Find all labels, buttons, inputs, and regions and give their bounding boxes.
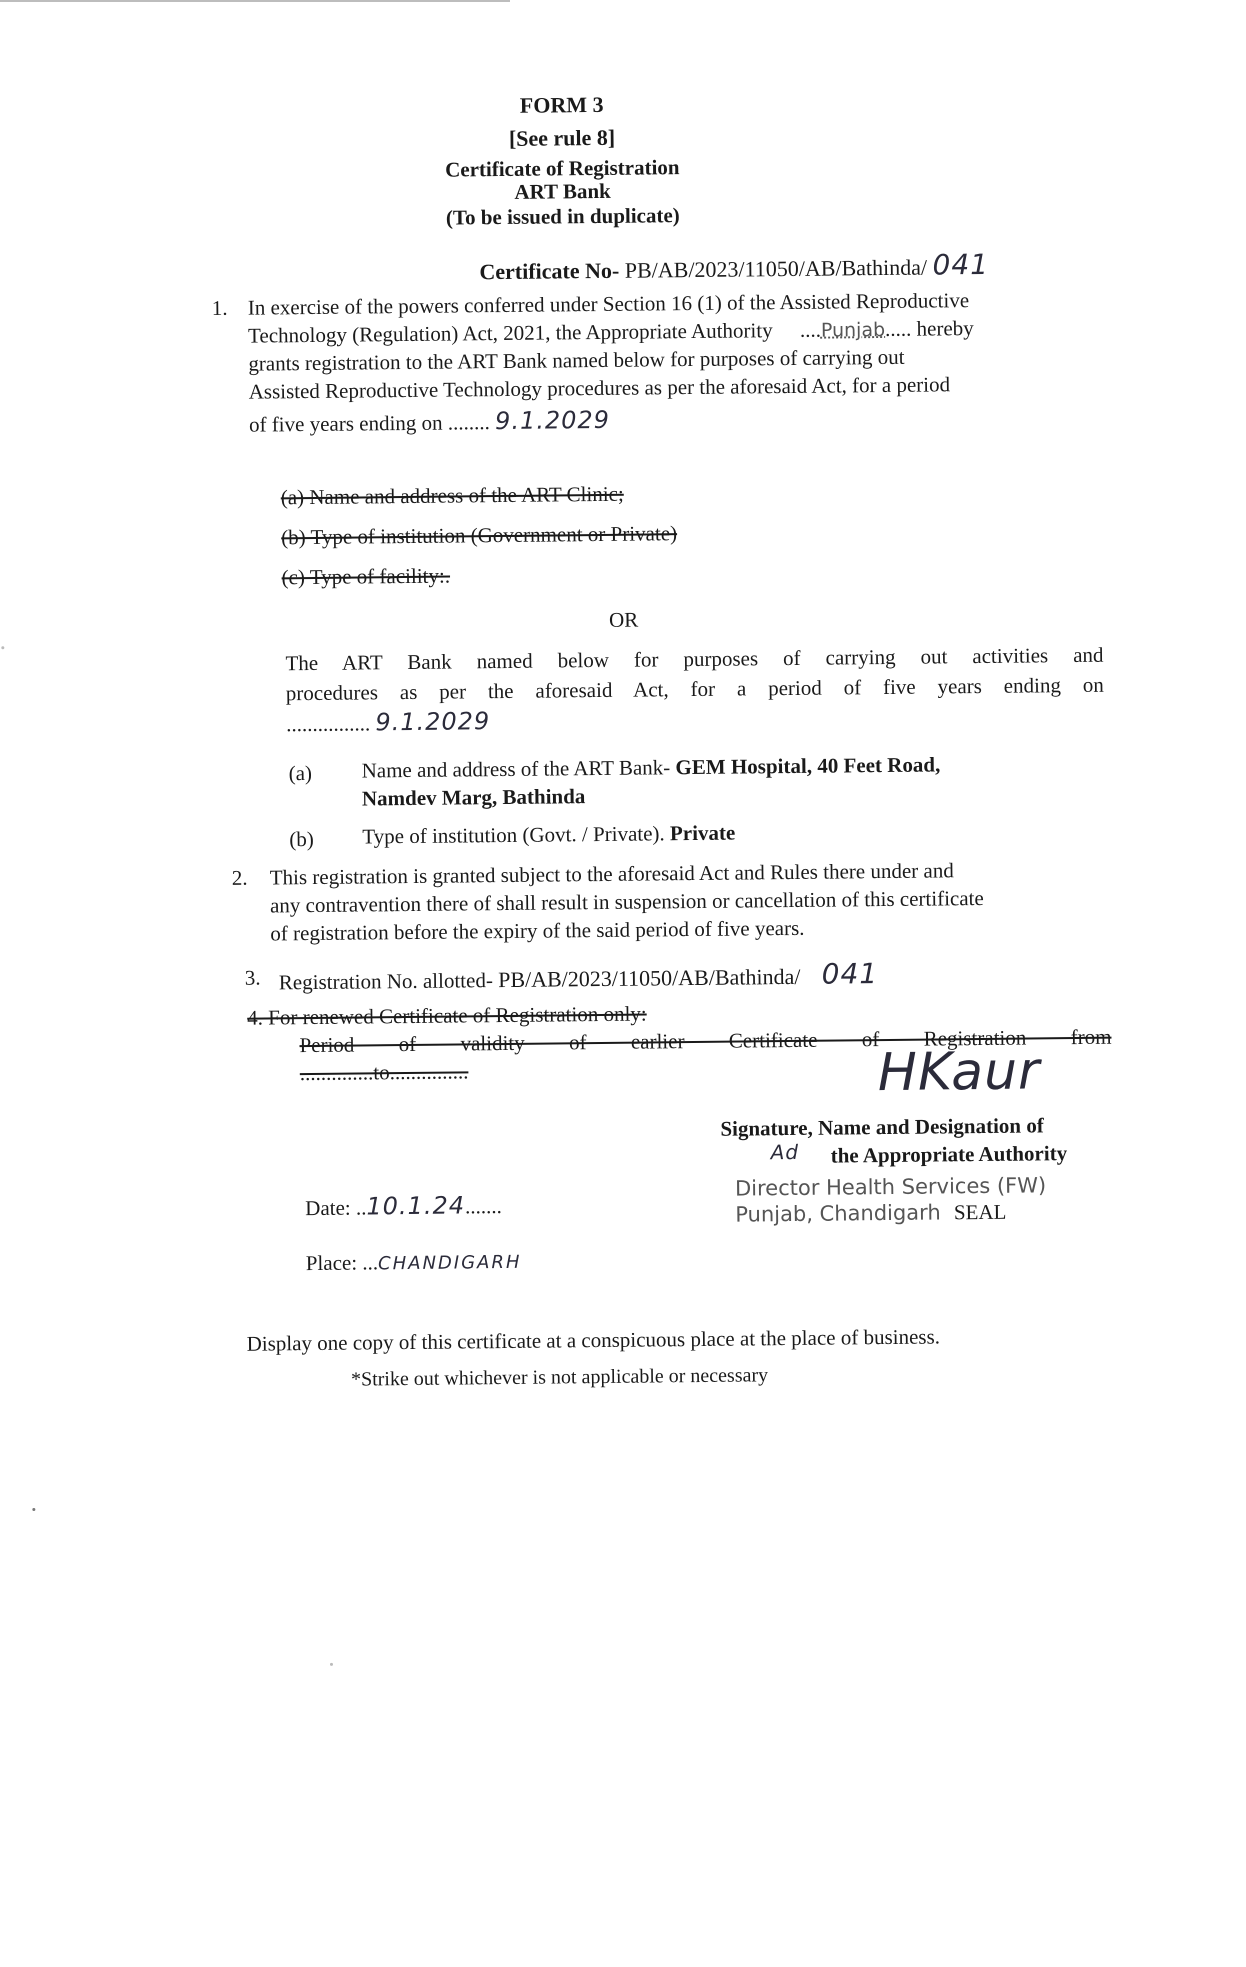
item-b-line	[362, 821, 735, 850]
certificate-number-line	[479, 248, 989, 286]
para1-line4: Assisted Reproductive Technology procedures as per the aforesaid Act, for a period	[248, 372, 951, 404]
struck-item-clinic: (a) Name and address of the ART Clinic;	[280, 481, 624, 510]
authority-name: Punjab	[820, 318, 886, 342]
registration-label: Registration No. allotted-	[278, 968, 494, 995]
para4-line1: 4. For renewed Certificate of Registration only:	[247, 1001, 647, 1030]
or-separator: OR	[608, 607, 639, 632]
item-a-line1	[362, 752, 941, 783]
art-bank-dots: ................	[286, 711, 371, 737]
para2-line2: any contravention there of shall result in suspension or cancellation of this certificate	[269, 885, 984, 918]
rule-reference: [See rule 8]	[508, 124, 616, 151]
certificate-title: Certificate of Registration	[445, 155, 680, 182]
signature-initial: Ad	[770, 1139, 800, 1165]
authority-dots: ....	[799, 317, 822, 342]
item-b-label: (b)	[289, 826, 314, 852]
issue-note: (To be issued in duplicate)	[445, 203, 680, 230]
item-b-value: Private	[669, 820, 736, 846]
para4-line3: ..............to...............	[299, 1059, 469, 1086]
entity-title: ART Bank	[514, 178, 611, 204]
display-note: Display one copy of this certificate at a conspicuous place at the place of business.	[246, 1324, 941, 1356]
scan-speck	[330, 1663, 333, 1666]
certificate-number-label: Certificate No-	[479, 257, 620, 285]
para1-line2-end: hereby	[916, 316, 974, 341]
para3-line	[279, 957, 879, 996]
signature-caption-line1: Signature, Name and Designation of	[720, 1113, 1044, 1141]
para1-line5-text: of five years ending on ........	[248, 410, 490, 437]
art-bank-line1: The ART Bank named below for purposes of carrying out activities and	[285, 642, 1104, 676]
place-line: Place: ...CHANDIGARH	[305, 1250, 522, 1276]
registration-handwritten: 041	[821, 957, 879, 991]
para4-line2: Period of validity of earlier Certificate of Registration from	[299, 1024, 1112, 1058]
date-handwritten: 10.1.24	[366, 1191, 466, 1221]
scan-speck	[32, 1508, 35, 1511]
art-bank-line3	[286, 707, 490, 737]
form-title: FORM 3	[519, 91, 604, 118]
para1-line1: In exercise of the powers conferred under Section 16 (1) of the Assisted Reproductive	[247, 288, 970, 320]
para2-number: 2.	[231, 865, 248, 890]
certificate-number-value: PB/AB/2023/11050/AB/Bathinda/	[624, 254, 928, 283]
date-line: Date: ..10.1.24.......	[305, 1191, 502, 1221]
art-bank-line2: procedures as per the aforesaid Act, for a period of five years ending on	[285, 672, 1104, 706]
seal-label: SEAL	[953, 1199, 1007, 1225]
para1-number: 1.	[211, 295, 228, 321]
signature-caption-line2: the Appropriate Authority	[830, 1141, 1068, 1168]
para1-line2	[248, 316, 974, 349]
item-a-label: (a)	[288, 761, 313, 786]
stamp-location: Punjab, Chandigarh	[735, 1200, 941, 1227]
designation-stamp-line1: Director Health Services (FW)	[734, 1173, 1047, 1201]
registration-value: PB/AB/2023/11050/AB/Bathinda/	[497, 963, 801, 993]
struck-item-facility: (c) Type of facility:.	[281, 563, 451, 590]
para1-line5	[249, 406, 610, 438]
art-bank-end-date-handwritten: 9.1.2029	[375, 707, 491, 737]
certificate-number-handwritten: 041	[932, 247, 990, 282]
place-handwritten: CHANDIGARH	[378, 1251, 522, 1275]
para1-line3: grants registration to the ART Bank named below for purposes of carrying out	[248, 344, 905, 376]
item-a-value1: GEM Hospital, 40 Feet Road,	[675, 752, 941, 780]
para3-number: 3.	[244, 965, 261, 990]
place-label: Place:	[305, 1250, 358, 1276]
date-label: Date:	[305, 1195, 351, 1221]
item-a-value2: Namdev Marg, Bathinda	[361, 784, 586, 811]
handwritten-signature: HKaur	[877, 1041, 1041, 1104]
para2-line1: This registration is granted subject to the aforesaid Act and Rules there under and	[269, 858, 954, 890]
scan-speck	[1, 646, 4, 649]
para1-line2-text: Technology (Regulation) Act, 2021, the Appropriate Authority	[247, 318, 773, 348]
authority-dots-after: .....	[884, 316, 912, 341]
struck-item-institution: (b) Type of institution (Government or Private)	[281, 521, 678, 550]
designation-stamp-line2	[735, 1200, 1006, 1228]
para2-line3: of registration before the expiry of the said period of five years.	[270, 915, 805, 946]
item-a-text: Name and address of the ART Bank-	[361, 755, 671, 783]
para1-end-date-handwritten: 9.1.2029	[494, 405, 611, 436]
strike-note: *Strike out whichever is not applicable or necessary	[350, 1364, 769, 1391]
item-b-text: Type of institution (Govt. / Private).	[362, 821, 665, 849]
